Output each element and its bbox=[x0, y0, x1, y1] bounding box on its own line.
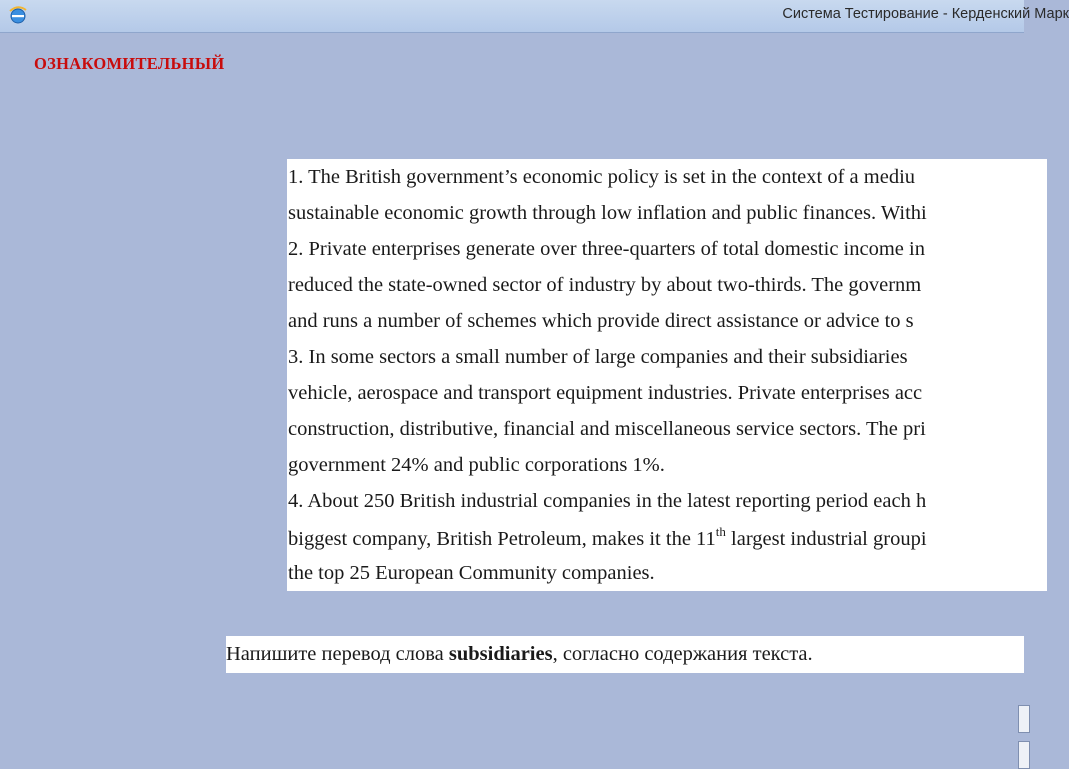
ordinal-superscript: th bbox=[715, 524, 726, 539]
text-line: construction, distributive, financial and miscellaneous service sectors. The pri bbox=[288, 418, 926, 440]
text-line: 2. Private enterprises generate over three-quarters of total domestic income in bbox=[288, 238, 925, 260]
text-line: the top 25 European Community companies. bbox=[288, 562, 655, 584]
text-segment: biggest company, British Petroleum, makes it the 11 bbox=[288, 528, 716, 550]
answer-control-edge[interactable] bbox=[1018, 741, 1030, 769]
question-segment: Напишите перевод слова bbox=[226, 643, 449, 665]
window-title: Система Тестирование - Керденский Марк bbox=[782, 6, 1069, 22]
question-keyword: subsidiaries bbox=[448, 643, 553, 665]
text-line: government 24% and public corporations 1%. bbox=[288, 454, 665, 476]
reading-text-panel bbox=[287, 159, 1047, 591]
text-line: vehicle, aerospace and transport equipment industries. Private enterprises acc bbox=[288, 382, 923, 404]
question-panel bbox=[226, 636, 1024, 673]
window-titlebar bbox=[0, 0, 1069, 33]
text-line: 4. About 250 British industrial companies in the latest reporting period each h bbox=[288, 490, 927, 512]
text-line: and runs a number of schemes which provide direct assistance or advice to s bbox=[288, 310, 914, 332]
text-line: 3. In some sectors a small number of large companies and their subsidiaries bbox=[288, 346, 908, 368]
text-segment: largest industrial groupi bbox=[725, 528, 927, 550]
text-line: 1. The British government’s economic policy is set in the context of a mediu bbox=[288, 166, 916, 188]
question-text bbox=[226, 643, 813, 666]
question-segment: , согласно содержания текста. bbox=[552, 643, 813, 665]
answer-control-edge[interactable] bbox=[1018, 705, 1030, 733]
page-heading: ОЗНАКОМИТЕЛЬНЫЙ bbox=[34, 54, 225, 73]
text-line: reduced the state-owned sector of industry by about two-thirds. The governm bbox=[288, 274, 922, 296]
text-line: sustainable economic growth through low inflation and public finances. Withi bbox=[288, 202, 927, 224]
text-line bbox=[288, 524, 927, 551]
